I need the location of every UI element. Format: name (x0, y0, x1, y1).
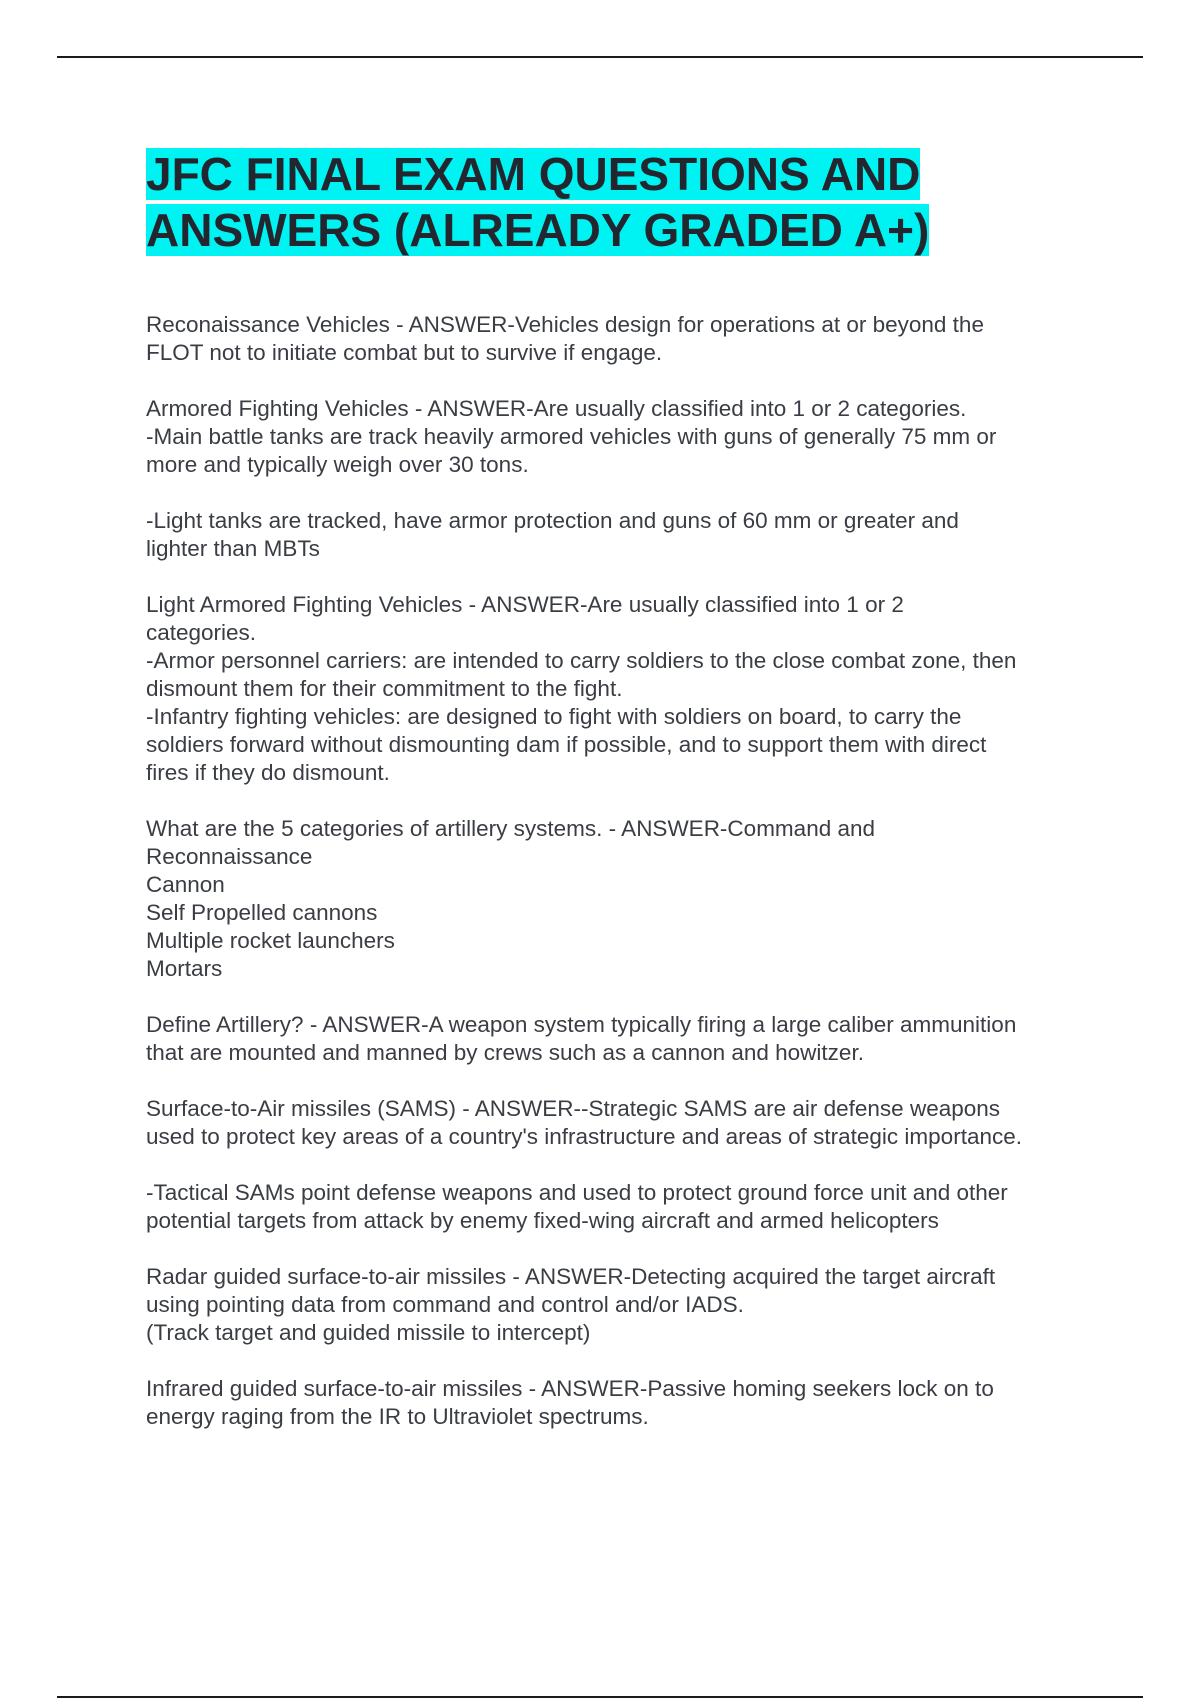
qa-paragraph (146, 1263, 1096, 1347)
paragraph-line: dismount them for their commitment to the fight. (146, 676, 623, 701)
paragraph-line: -Armor personnel carriers: are intended to carry soldiers to the close combat zone, then (146, 648, 1017, 673)
paragraph-line: more and typically weigh over 30 tons. (146, 452, 529, 477)
top-rule (57, 56, 1143, 58)
paragraph-line: Light Armored Fighting Vehicles - ANSWER-Are usually classified into 1 or 2 (146, 592, 904, 617)
document-title (146, 146, 1006, 258)
paragraph-line: Reconaissance Vehicles - ANSWER-Vehicles design for operations at or beyond the (146, 312, 984, 337)
paragraph-line: (Track target and guided missile to intercept) (146, 1320, 591, 1345)
paragraph-line: categories. (146, 620, 257, 645)
paragraph-line: FLOT not to initiate combat but to survive if engage. (146, 340, 663, 365)
paragraph-line: -Tactical SAMs point defense weapons and used to protect ground force unit and other (146, 1180, 1008, 1205)
qa-content (146, 311, 1096, 1459)
paragraph-line: Radar guided surface-to-air missiles - ANSWER-Detecting acquired the target aircraft (146, 1264, 996, 1289)
paragraph-line: soldiers forward without dismounting dam if possible, and to support them with direct (146, 732, 987, 757)
paragraph-line: Infrared guided surface-to-air missiles - ANSWER-Passive homing seekers lock on to (146, 1376, 994, 1401)
paragraph-line: -Infantry fighting vehicles: are designed to fight with soldiers on board, to carry the (146, 704, 962, 729)
paragraph-line: Surface-to-Air missiles (SAMS) - ANSWER--Strategic SAMS are air defense weapons (146, 1096, 1001, 1121)
paragraph-line: fires if they do dismount. (146, 760, 390, 785)
qa-paragraph (146, 1095, 1096, 1151)
bottom-rule (57, 1696, 1143, 1698)
qa-paragraph (146, 1179, 1096, 1235)
paragraph-line: potential targets from attack by enemy fixed-wing aircraft and armed helicopters (146, 1208, 939, 1233)
qa-paragraph (146, 1011, 1096, 1067)
paragraph-line: -Light tanks are tracked, have armor protection and guns of 60 mm or greater and (146, 508, 959, 533)
paragraph-line: used to protect key areas of a country's infrastructure and areas of strategic importance. (146, 1124, 1022, 1149)
paragraph-line: Reconnaissance (146, 844, 313, 869)
paragraph-line: Self Propelled cannons (146, 900, 378, 925)
paragraph-line: Define Artillery? - ANSWER-A weapon system typically firing a large caliber ammunition (146, 1012, 1017, 1037)
qa-paragraph (146, 395, 1096, 479)
paragraph-line: What are the 5 categories of artillery systems. - ANSWER-Command and (146, 816, 876, 841)
paragraph-line: Mortars (146, 956, 223, 981)
qa-paragraph (146, 1375, 1096, 1431)
paragraph-line: lighter than MBTs (146, 536, 320, 561)
qa-paragraph (146, 311, 1096, 367)
title-line-1: JFC FINAL EXAM QUESTIONS AND (146, 148, 921, 200)
qa-paragraph (146, 591, 1096, 787)
paragraph-line: using pointing data from command and control and/or IADS. (146, 1292, 744, 1317)
paragraph-line: -Main battle tanks are track heavily armored vehicles with guns of generally 75 mm or (146, 424, 997, 449)
paragraph-line: Cannon (146, 872, 225, 897)
paragraph-line: Multiple rocket launchers (146, 928, 395, 953)
qa-paragraph (146, 507, 1096, 563)
paragraph-line: energy raging from the IR to Ultraviolet spectrums. (146, 1404, 649, 1429)
title-line-2: ANSWERS (ALREADY GRADED A+) (146, 204, 930, 256)
paragraph-line: that are mounted and manned by crews such as a cannon and howitzer. (146, 1040, 864, 1065)
qa-paragraph (146, 815, 1096, 983)
paragraph-line: Armored Fighting Vehicles - ANSWER-Are usually classified into 1 or 2 categories. (146, 396, 967, 421)
